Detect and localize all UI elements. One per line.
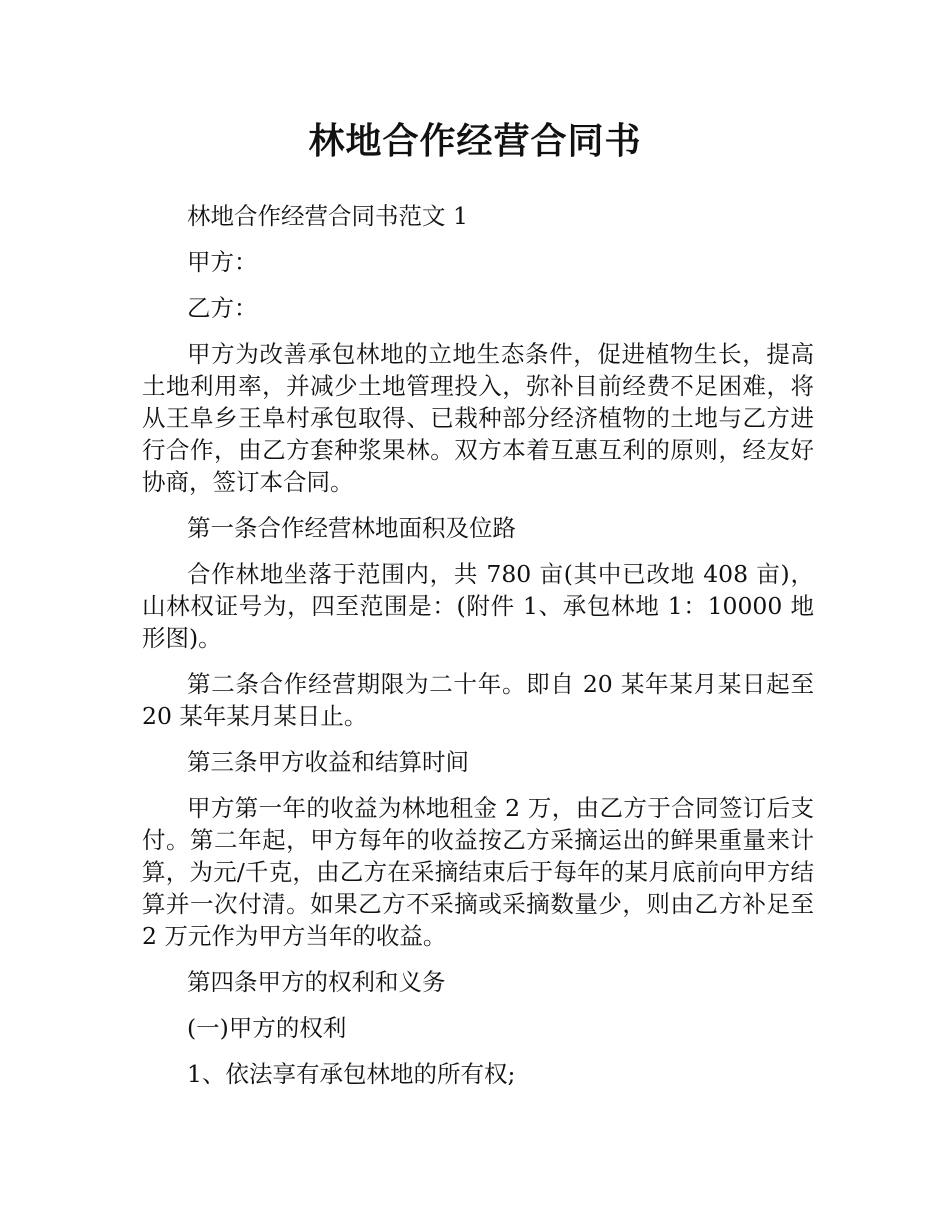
article-1-text: 合作林地坐落于范围内，共 780 亩(其中已改地 408 亩)，山林权证号为，四至范围是：(附件 1、承包林地 1：10000 地形图)。 [142,560,814,652]
document-title: 林地合作经营合同书 [308,121,642,162]
party-b-line: 乙方： [187,294,258,322]
paragraph-heading: 林地合作经营合同书范文 1 [187,202,468,230]
article-1-heading: 第一条合作经营林地面积及位路 [187,514,516,542]
article-4-heading: 第四条甲方的权利和义务 [187,968,446,996]
party-a-line: 甲方： [187,248,258,276]
article-3-heading: 第三条甲方收益和结算时间 [187,748,469,776]
article-4-item-1: 1、依法享有承包林地的所有权; [187,1060,516,1088]
preamble-paragraph: 甲方为改善承包林地的立地生态条件，促进植物生长，提高土地利用率，并减少土地管理投入，弥补目前经费不足困难，将从王阜乡王阜村承包取得、已栽种部分经济植物的土地与乙方进行合作，由乙方套种浆果林。双方本着互惠互利的原则，经友好协商，签订本合同。 [142,340,814,496]
document-body [142,200,814,1104]
article-2-text: 第二条合作经营期限为二十年。即自 20 某年某月某日起至 20 某年某月某日止。 [142,670,814,730]
article-4-subheading: (一)甲方的权利 [187,1014,347,1042]
article-3-text: 甲方第一年的收益为林地租金 2 万，由乙方于合同签订后支付。第二年起，甲方每年的收益按乙方采摘运出的鲜果重量来计算，为元/千克，由乙方在采摘结束后于每年的某月底前向甲方结算并一次付清。如果乙方不采摘或采摘数量少，则由乙方补足至 2 万元作为甲方当年的收益。 [142,794,814,950]
